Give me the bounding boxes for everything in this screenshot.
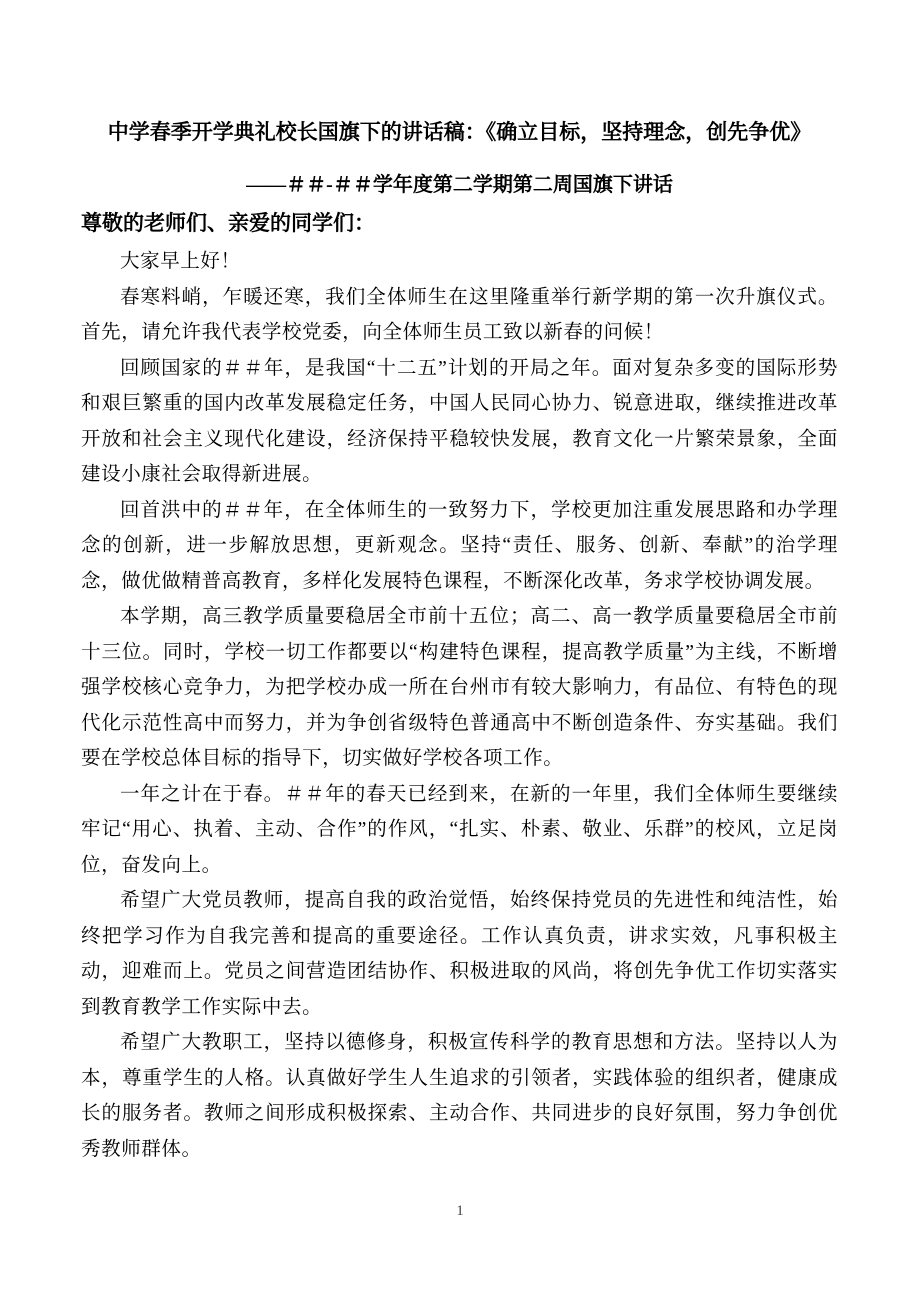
paragraph-semester-goals: 本学期，高三教学质量要稳居全市前十五位；高二、高一教学质量要稳居全市前十三位。同时，学校一切工作都要以“构建特色课程，提高教学质量”为主线，不断增强学校核心竞争力，为把学校办成一所在台州市有较大影响力，有品位、有特色的现代化示范性高中而努力，并为争创省级特色普通高中不断创造条件、夯实基础。我们要在学校总体目标的指导下，切实做好学校各项工作。 — [81, 606, 838, 769]
paragraph-new-year-spirit: 一年之计在于春。＃＃年的春天已经到来，在新的一年里，我们全体师生要继续牢记“用心、执着、主动、合作”的作风，“扎实、朴素、敬业、乐群”的校风，立足岗位，奋发向上。 — [81, 783, 838, 876]
document-subtitle: ——＃＃-＃＃学年度第二学期第二周国旗下讲话 — [246, 174, 673, 196]
document-title: 中学春季开学典礼校长国旗下的讲话稿：《确立目标，坚持理念，创先争优》 — [107, 120, 812, 144]
paragraph-nation-review: 回顾国家的＃＃年，是我国“十二五”计划的开局之年。面对复杂多变的国际形势和艰巨繁重的国内改革发展稳定任务，中国人民同心协力、锐意进取，继续推进改革开放和社会主义现代化建设，经济保持平稳较快发展，教育文化一片繁荣景象，全面建设小康社会取得新进展。 — [81, 357, 838, 485]
paragraph-school-review: 回首洪中的＃＃年，在全体师生的一致努力下，学校更加注重发展思路和办学理念的创新，进一步解放思想，更新观念。坚持“责任、服务、创新、奉献”的治学理念，做优做精普高教育，多样化发展特色课程，不断深化改革，务求学校协调发展。 — [81, 499, 838, 592]
paragraph-greeting: 大家早上好！ — [120, 251, 241, 272]
paragraph-party-teachers: 希望广大党员教师，提高自我的政治觉悟，始终保持党员的先进性和纯洁性，始终把学习作为自我完善和提高的重要途径。工作认真负责，讲求实效，凡事积极主动，迎难而上。党员之间营造团结协作、积极进取的风尚，将创先争优工作切实落实到教育教学工作实际中去。 — [81, 890, 838, 1018]
page-number: 1 — [456, 1203, 464, 1219]
document-body — [81, 244, 838, 1167]
paragraph-opening: 春寒料峭，乍暖还寒，我们全体师生在这里隆重举行新学期的第一次升旗仪式。首先，请允许我代表学校党委，向全体师生员工致以新春的问候！ — [81, 286, 838, 343]
salutation-line: 尊敬的老师们、亲爱的同学们： — [81, 212, 375, 235]
paragraph-all-staff: 希望广大教职工，坚持以德修身，积极宣传科学的教育思想和方法。坚持以人为本，尊重学生的人格。认真做好学生人生追求的引领者，实践体验的组织者，健康成长的服务者。教师之间形成积极探索、主动合作、共同进步的良好氛围，努力争创优秀教师群体。 — [81, 1032, 838, 1160]
